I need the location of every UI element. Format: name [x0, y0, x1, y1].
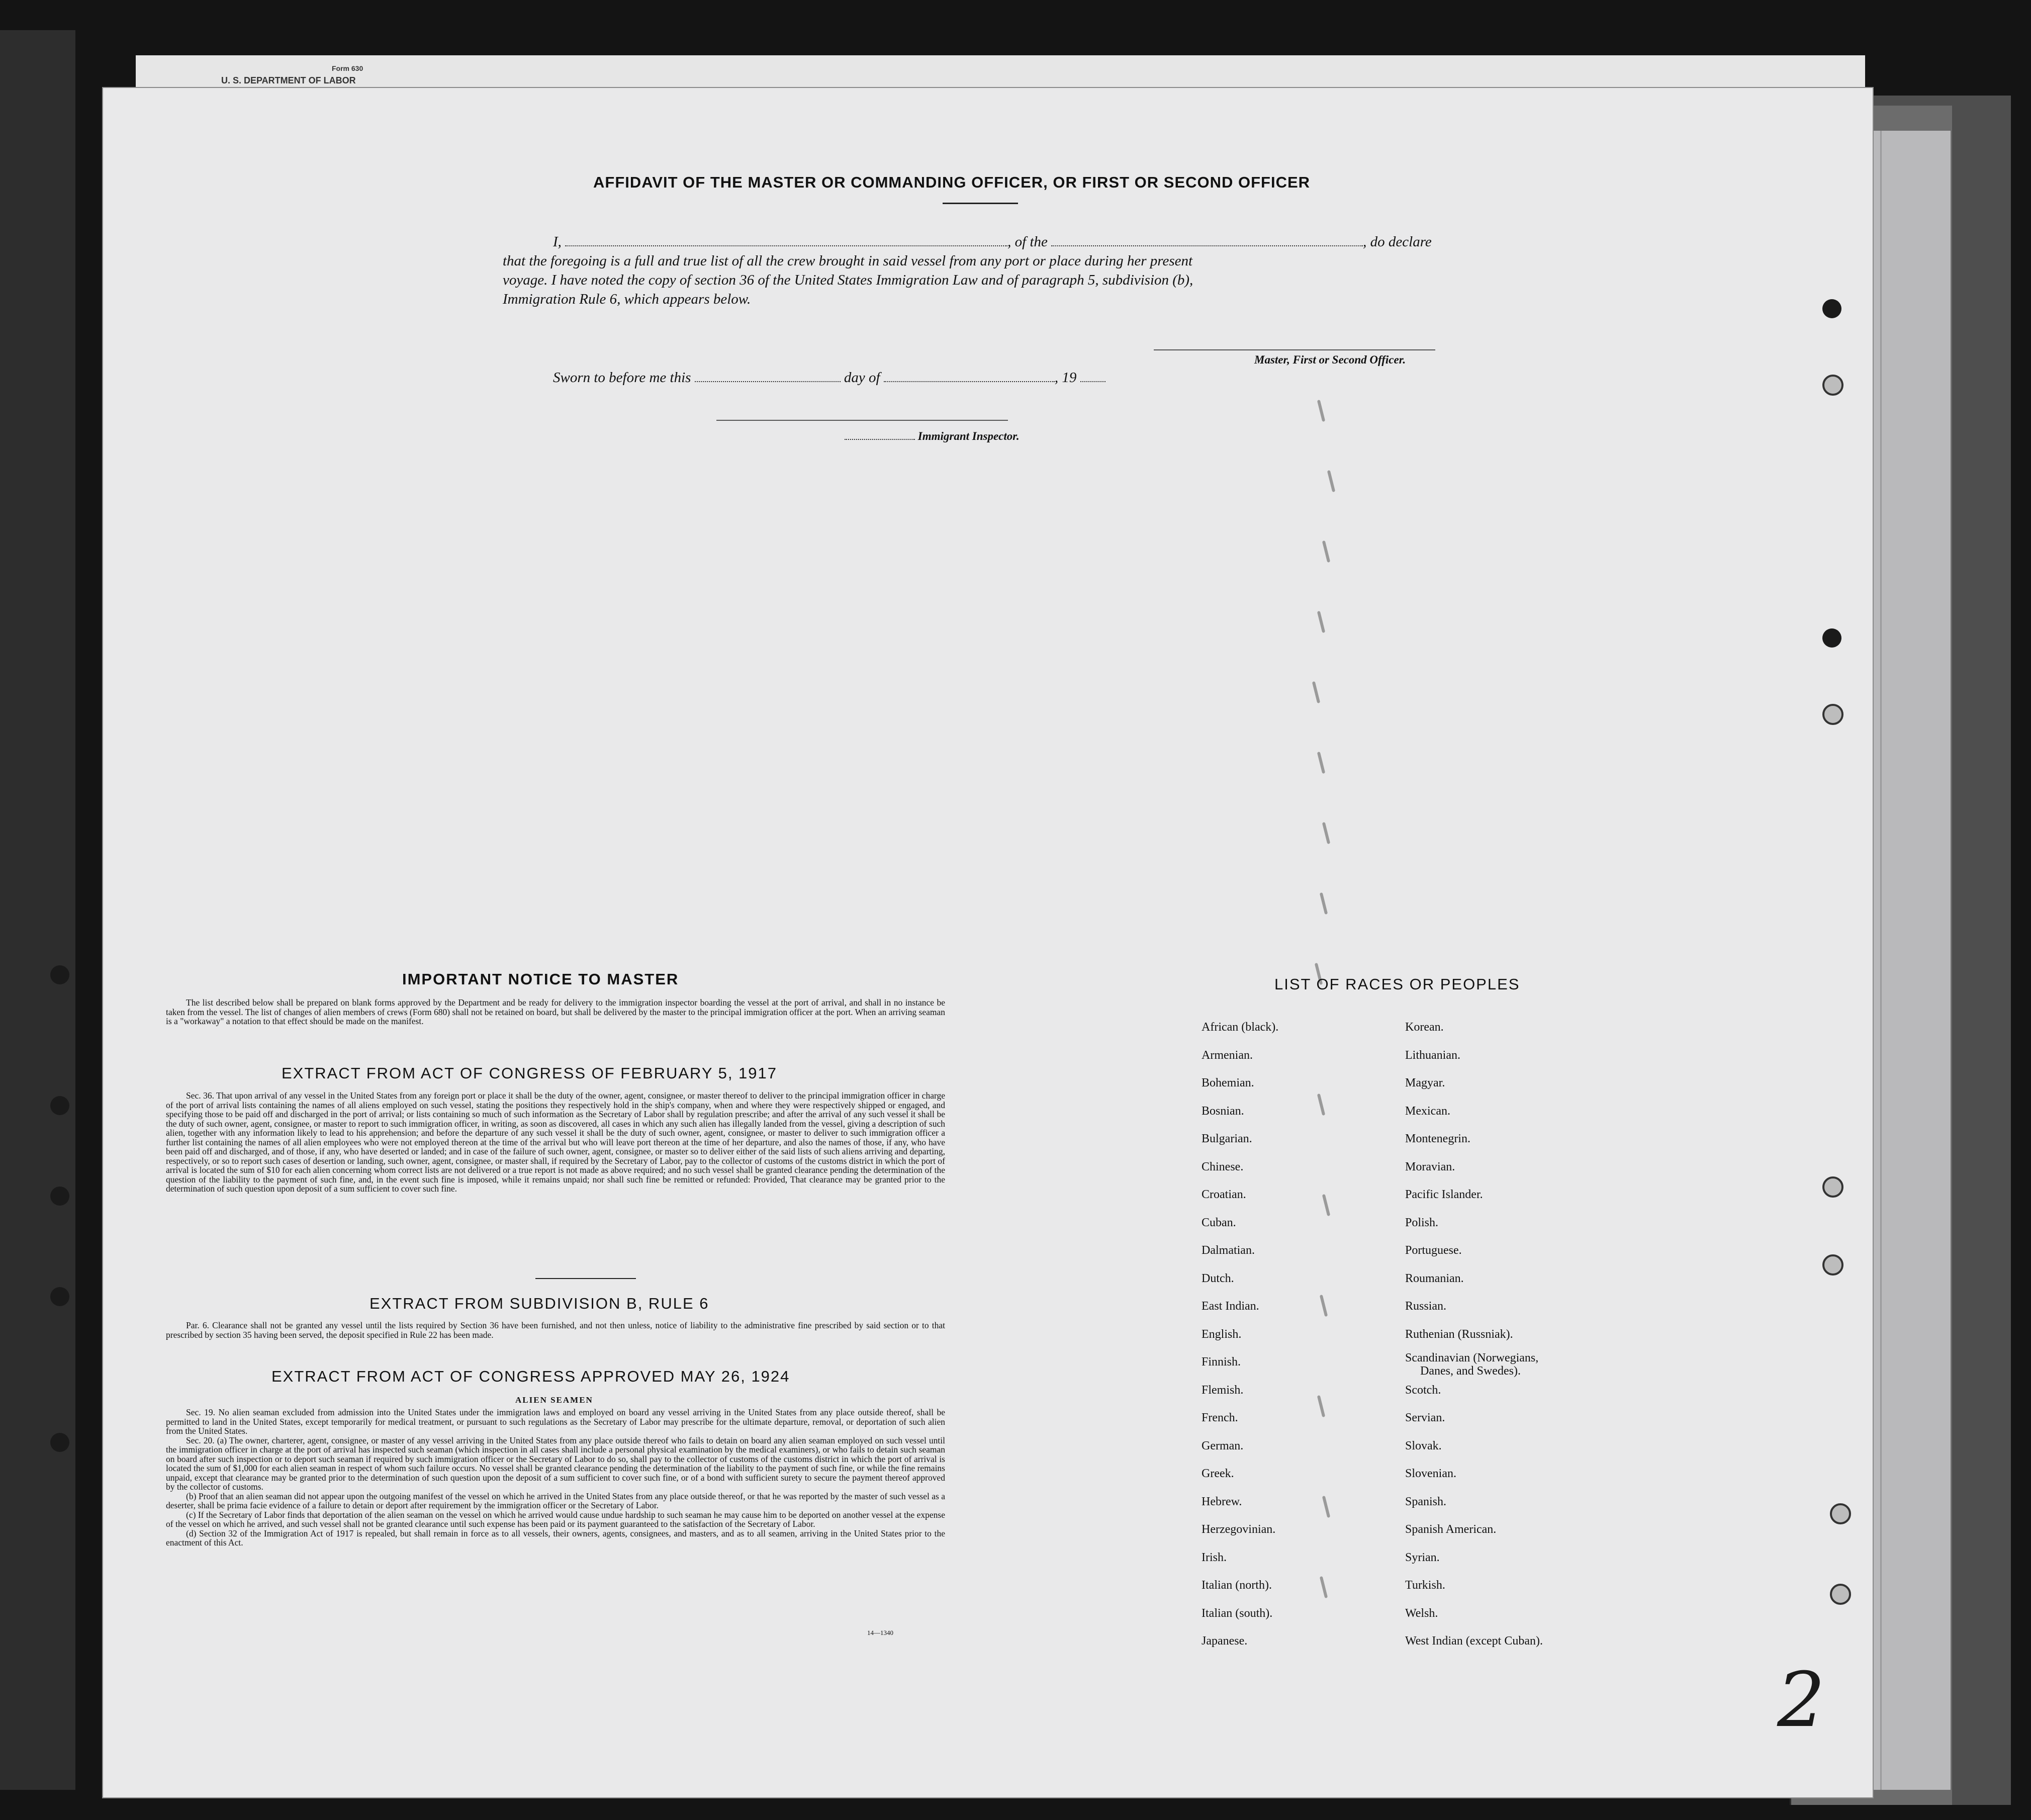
signature-line — [1154, 349, 1435, 350]
race-item: Moravian. — [1405, 1160, 1455, 1173]
race-item: Slovenian. — [1405, 1467, 1456, 1480]
binding-hole — [1830, 1503, 1851, 1524]
title-rule — [943, 203, 1018, 204]
pencil-mark — [1312, 681, 1320, 703]
race-item: Turkish. — [1405, 1579, 1445, 1592]
race-item: Bohemian. — [1202, 1076, 1254, 1089]
binding-hole — [1822, 375, 1843, 396]
race-item: Greek. — [1202, 1467, 1234, 1480]
race-item: German. — [1202, 1439, 1244, 1452]
binding-hole — [1822, 299, 1841, 318]
binding-hole — [1822, 1254, 1843, 1276]
race-item: Japanese. — [1202, 1634, 1248, 1648]
race-item: Herzegovinian. — [1202, 1523, 1276, 1536]
race-item: Armenian. — [1202, 1048, 1253, 1062]
race-item: Roumanian. — [1405, 1271, 1464, 1285]
declaration-line-2: that the foregoing is a full and true list of all the crew brought in said vessel from any port or place during her present — [503, 253, 1193, 269]
race-item: Flemish. — [1202, 1383, 1244, 1397]
extract-rule6-title: EXTRACT FROM SUBDIVISION B, RULE 6 — [370, 1295, 709, 1312]
declaration-line-3: voyage. I have noted the copy of section 36 of the United States Immigration Law and of paragraph 5, subdivision (b), — [503, 272, 1193, 288]
race-item: Scandinavian (Norwegians, — [1405, 1351, 1539, 1364]
race-item: Chinese. — [1202, 1160, 1244, 1173]
declaration-line-1: I, , of the , do declare — [553, 234, 1432, 250]
manifest-back-page — [103, 88, 1873, 1797]
race-item: Finnish. — [1202, 1355, 1241, 1369]
name-blank — [565, 245, 1007, 246]
sworn-line: Sworn to before me this day of , 19 — [553, 370, 1105, 386]
extract-1917-title: EXTRACT FROM ACT OF CONGRESS OF FEBRUARY 5, 1917 — [282, 1064, 778, 1082]
pencil-mark — [1317, 400, 1325, 422]
race-item: Ruthenian (Russniak). — [1405, 1327, 1513, 1341]
races-title: LIST OF RACES OR PEOPLES — [1274, 975, 1520, 993]
race-item: Bosnian. — [1202, 1104, 1244, 1118]
notice-text: The list described below shall be prepared on blank forms approved by the Department and be ready for delivery to the immigration inspector boarding the vessel at the port of arrival, and shall in no instance be taken from the vessel. The list of changes of alien members of crews (Form 680) shall not be retained on board, but shall be delivered by the master to the principal immigration officer at the port. When an arriving seaman is a "workaway" a notation to that effect should be made on the manifest. — [166, 997, 945, 1026]
extract-rule6-text: Par. 6. Clearance shall not be granted any vessel until the lists required by Section 36 have been furnished, and not then unless, notice of liability to the administrative fine prescribed by said section or to that prescribed by section 35 having been served, the deposit specified in Rule 22 has been made. — [166, 1320, 945, 1340]
pencil-mark — [1320, 892, 1328, 915]
pencil-mark — [1317, 1094, 1325, 1116]
binding-hole — [50, 1287, 69, 1306]
race-item: Hebrew. — [1202, 1495, 1242, 1508]
race-item: Scotch. — [1405, 1383, 1441, 1397]
race-item: English. — [1202, 1327, 1242, 1341]
race-item: Lithuanian. — [1405, 1048, 1460, 1062]
binding-hole — [1822, 704, 1843, 725]
race-item: Croatian. — [1202, 1188, 1246, 1201]
handwritten-page-number: 2 — [1777, 1657, 1825, 1744]
binding-edge — [0, 30, 75, 1790]
race-item: Korean. — [1405, 1021, 1444, 1034]
race-item: West Indian (except Cuban). — [1405, 1634, 1543, 1648]
declaration-line-4: Immigration Rule 6, which appears below. — [503, 291, 751, 307]
binding-hole — [1830, 1584, 1851, 1605]
notice-title: IMPORTANT NOTICE TO MASTER — [402, 970, 679, 988]
race-item: Dalmatian. — [1202, 1244, 1255, 1257]
race-item: Dutch. — [1202, 1271, 1234, 1285]
race-item-continued: Danes, and Swedes). — [1420, 1364, 1521, 1378]
pencil-mark — [1317, 1395, 1325, 1417]
pencil-mark — [1317, 752, 1325, 774]
race-item: Bulgarian. — [1202, 1132, 1252, 1145]
extract-1924-text: Sec. 19. No alien seaman excluded from admission into the United States under the immigration laws and employed on board any vessel arriving in the United States from any place outside thereof, shall be permitted to land in the United States, except temporarily for medical treatment, or pursuant to such regulations as the Secretary of Labor may prescribe for the ultimate departure, removal, or deportation of such alien from the United States. Sec. 20. (a) The owner, charterer, agent, consignee, or master of any vessel arriving in the United States from any place outside thereof who fails to detain on board any alien seaman employed on such vessel until the immigration officer in charge at the port of arrival has inspected such seaman (which inspection in all cases shall include a personal physical examination by the medical examiners), or who fails to detain such seaman on board after such inspection or to deport such seaman if required by such immigration officer or the Secretary of Labor to do so, shall pay to the collector of customs of the customs district in which the port of arrival is located the sum of $1,000 for each alien seaman in respect of whom such failure occurs. No vessel shall be granted clearance pending the determination of the liability to the payment of such fine, or while the fine remains unpaid, except that clearance may be granted prior to the determination of such question upon the deposit of a sum sufficient to cover such fine, or of a bond with sufficient surety to secure the payment thereof approved by the collector of customs. (b) Proof that an alien seaman did not appear upon the outgoing manifest of the vessel on which he arrived in the United States from any place outside thereof, or that he was reported by the master of such vessel as a deserter, shall be prima facie evidence of a failure to detain or deport after requirement by the immigration officer or the Secretary of Labor. (c) If the Secretary of Labor finds that deportation of the alien seaman on the vessel on which he arrived would cause undue hardship to such seaman he may cause him to be deported on another vessel at the expense of the vessel on which he arrived, and such vessel shall not be granted clearance until such expense has been paid or its payment guaranteed to the satisfaction of the Secretary of Labor. (d) Section 32 of the Immigration Act of 1917 is repealed, but shall remain in force as to all vessels, their owners, agents, consignees, and masters, and as to all seamen, arriving in the United States prior to the enactment of this Act. — [166, 1407, 945, 1548]
race-item: Servian. — [1405, 1411, 1445, 1424]
race-item: Irish. — [1202, 1551, 1227, 1564]
binding-hole — [50, 1187, 69, 1206]
pencil-mark — [1322, 1194, 1330, 1216]
race-item: Pacific Islander. — [1405, 1188, 1483, 1201]
signature-label: Master, First or Second Officer. — [1254, 353, 1406, 366]
race-item: Syrian. — [1405, 1551, 1440, 1564]
extract-1924-title: EXTRACT FROM ACT OF CONGRESS APPROVED MAY 26, 1924 — [271, 1368, 790, 1385]
pencil-mark — [1320, 1295, 1328, 1317]
binding-hole — [50, 1096, 69, 1115]
pencil-mark — [1320, 1576, 1328, 1598]
race-item: Mexican. — [1405, 1104, 1450, 1118]
race-item: French. — [1202, 1411, 1238, 1424]
alien-seamen-subtitle: ALIEN SEAMEN — [515, 1395, 593, 1405]
race-item: Montenegrin. — [1405, 1132, 1470, 1145]
form-department-label: U. S. DEPARTMENT OF LABOR — [221, 75, 356, 85]
vessel-blank — [1051, 245, 1363, 246]
divider — [535, 1278, 636, 1279]
binding-hole — [1822, 1176, 1843, 1198]
form-code: 14—1340 — [867, 1629, 893, 1636]
binding-hole — [1822, 628, 1841, 648]
race-item: Italian (north). — [1202, 1579, 1272, 1592]
race-item: Spanish American. — [1405, 1523, 1497, 1536]
race-item: East Indian. — [1202, 1300, 1259, 1313]
binding-hole — [50, 965, 69, 984]
extract-1917-text: Sec. 36. That upon arrival of any vessel in the United States from any foreign port or place it shall be the duty of the owner, agent, consignee, or master thereof to deliver to the principal immigration officer in charge of the port of arrival lists containing the names of all aliens employed on such vessel, stating the positions they respectively hold in the ship's company, when and where they were respectively shipped or engaged, and specifying those to be paid off and discharged in the port of arrival; or lists containing so much of such information as the Secretary of Labor shall by regulation prescribe; and after the arrival of any such vessel it shall be the duty of such owner, agent, consignee, or master to report to such immigration officer, in writing, as soon as discovered, all cases in which any such alien has illegally landed from the vessel, giving a description of such alien, together with any information likely to lead to his apprehension; and before the departure of any such vessel it shall be the duty of such owner, agent, consignee, or master to deliver to such immigration officer a further list containing the names of all alien employees who were not employed thereon at the time of the arrival but who will leave port thereon at the time of her departure, and also the names of those, if any, who have been paid off and discharged, and of those, if any, who have deserted or landed; and in case of the failure of such owner, agent, consignee, or master so to deliver either of the said lists of such aliens arriving and departing, respectively, or so to report such cases of desertion or landing, such owner, agent, consignee, or master shall, if required by the Secretary of Labor, pay to the collector of customs of the customs district in which the port of arrival is located the sum of $10 for each alien concerning whom correct lists are not delivered or a true report is not made as above required; and no such vessel shall be granted clearance pending the determination of the question of the liability to the payment of such fine, and, in the event such fine is imposed, while it remains unpaid; nor shall such fine be remitted or refunded: Provided, That clearance may be granted prior to the determination of such question upon deposit of a sum sufficient to cover such fine. — [166, 1090, 945, 1194]
binding-hole — [50, 1433, 69, 1452]
pencil-mark — [1317, 611, 1325, 633]
race-item: Magyar. — [1405, 1076, 1445, 1089]
pencil-mark — [1322, 540, 1330, 563]
race-item: Polish. — [1405, 1216, 1439, 1229]
race-item: Russian. — [1405, 1300, 1447, 1313]
affidavit-title: AFFIDAVIT OF THE MASTER OR COMMANDING OFFICER, OR FIRST OR SECOND OFFICER — [593, 173, 1311, 191]
race-item: Portuguese. — [1405, 1244, 1462, 1257]
pencil-mark — [1327, 470, 1335, 492]
race-item: Spanish. — [1405, 1495, 1447, 1508]
inspector-label: Immigrant Inspector. — [845, 430, 1020, 443]
form-number: Form 630 — [332, 64, 363, 72]
race-item: Slovak. — [1405, 1439, 1442, 1452]
pencil-mark — [1322, 1496, 1330, 1518]
race-item: Welsh. — [1405, 1606, 1438, 1620]
year-blank — [1080, 381, 1105, 382]
race-item: Cuban. — [1202, 1216, 1236, 1229]
inspector-line — [716, 420, 1008, 421]
month-blank — [884, 381, 1055, 382]
pencil-mark — [1322, 822, 1330, 844]
race-item: African (black). — [1202, 1021, 1279, 1034]
day-blank — [695, 381, 841, 382]
race-item: Italian (south). — [1202, 1606, 1273, 1620]
